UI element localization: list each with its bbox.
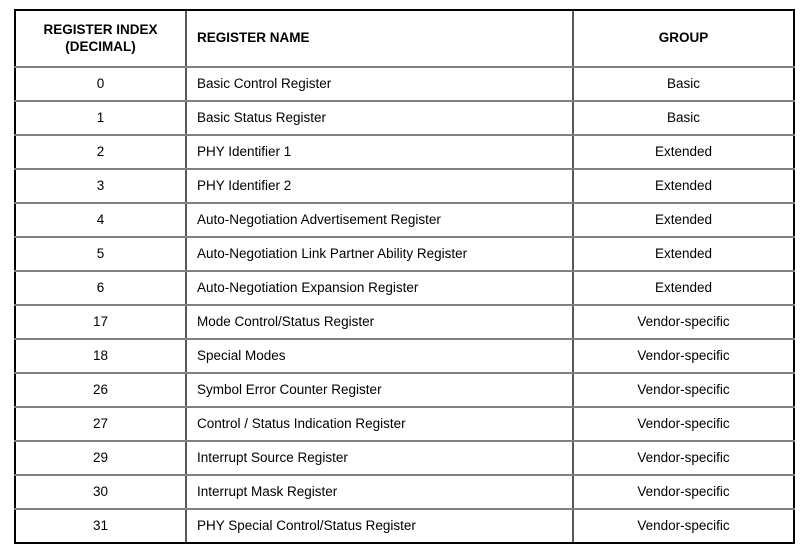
register-index-cell: 29 <box>15 441 186 475</box>
register-group-cell: Vendor-specific <box>573 339 794 373</box>
register-name-cell: Mode Control/Status Register <box>186 305 573 339</box>
column-header-register-name: REGISTER NAME <box>186 10 573 67</box>
register-group-cell: Extended <box>573 135 794 169</box>
register-index-cell: 31 <box>15 509 186 543</box>
register-name-cell: Symbol Error Counter Register <box>186 373 573 407</box>
register-index-cell: 5 <box>15 237 186 271</box>
column-header-group: GROUP <box>573 10 794 67</box>
column-header-register-index: REGISTER INDEX (DECIMAL) <box>15 10 186 67</box>
register-name-cell: Basic Control Register <box>186 67 573 101</box>
table-row <box>15 339 794 373</box>
table-row <box>15 67 794 101</box>
register-index-cell: 0 <box>15 67 186 101</box>
register-group-cell: Basic <box>573 101 794 135</box>
register-group-cell: Vendor-specific <box>573 373 794 407</box>
register-index-cell: 3 <box>15 169 186 203</box>
register-group-cell: Vendor-specific <box>573 509 794 543</box>
table-row <box>15 271 794 305</box>
table-row <box>15 407 794 441</box>
register-group-cell: Vendor-specific <box>573 305 794 339</box>
table-row <box>15 373 794 407</box>
register-index-cell: 18 <box>15 339 186 373</box>
register-group-cell: Extended <box>573 169 794 203</box>
register-name-cell: Control / Status Indication Register <box>186 407 573 441</box>
table-row <box>15 237 794 271</box>
register-name-cell: Interrupt Source Register <box>186 441 573 475</box>
register-name-cell: Auto-Negotiation Link Partner Ability Register <box>186 237 573 271</box>
register-name-cell: Auto-Negotiation Expansion Register <box>186 271 573 305</box>
register-group-cell: Extended <box>573 237 794 271</box>
table-row <box>15 305 794 339</box>
register-index-cell: 6 <box>15 271 186 305</box>
table-row <box>15 169 794 203</box>
register-group-cell: Vendor-specific <box>573 475 794 509</box>
table-row <box>15 101 794 135</box>
register-index-cell: 27 <box>15 407 186 441</box>
register-name-cell: Special Modes <box>186 339 573 373</box>
register-name-cell: Basic Status Register <box>186 101 573 135</box>
table-row <box>15 509 794 543</box>
table-body <box>15 67 794 543</box>
register-group-cell: Basic <box>573 67 794 101</box>
register-table-container <box>14 9 795 544</box>
table-row <box>15 203 794 237</box>
table-row <box>15 135 794 169</box>
table-header-row <box>15 10 794 67</box>
register-group-cell: Vendor-specific <box>573 441 794 475</box>
register-group-cell: Vendor-specific <box>573 407 794 441</box>
register-name-cell: PHY Special Control/Status Register <box>186 509 573 543</box>
register-group-cell: Extended <box>573 271 794 305</box>
register-index-cell: 2 <box>15 135 186 169</box>
register-name-cell: Interrupt Mask Register <box>186 475 573 509</box>
register-index-cell: 26 <box>15 373 186 407</box>
register-name-cell: Auto-Negotiation Advertisement Register <box>186 203 573 237</box>
register-name-cell: PHY Identifier 1 <box>186 135 573 169</box>
register-table <box>14 9 795 544</box>
register-index-cell: 30 <box>15 475 186 509</box>
table-row <box>15 441 794 475</box>
table-row <box>15 475 794 509</box>
register-name-cell: PHY Identifier 2 <box>186 169 573 203</box>
register-index-cell: 1 <box>15 101 186 135</box>
register-index-cell: 17 <box>15 305 186 339</box>
register-group-cell: Extended <box>573 203 794 237</box>
register-index-cell: 4 <box>15 203 186 237</box>
